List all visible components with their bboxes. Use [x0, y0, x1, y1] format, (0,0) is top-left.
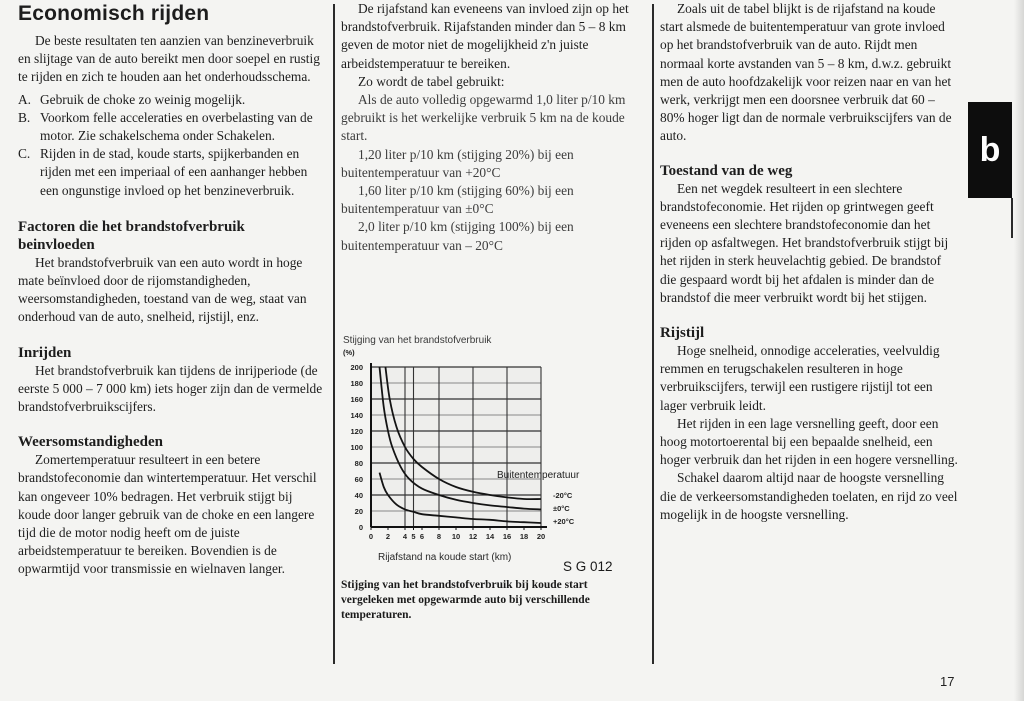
x-tick-label: 16	[502, 532, 512, 541]
list-letter: B.	[18, 109, 31, 125]
legend-label: +20°C	[553, 517, 575, 526]
page-title: Economisch rijden	[18, 2, 210, 25]
section-heading: Inrijden	[18, 344, 72, 361]
section-rijstijl	[660, 324, 960, 524]
list-letter: A.	[18, 91, 32, 107]
section-inrijden	[18, 344, 324, 417]
section-body: Het brandstofverbruik kan tijdens de inrijperiode (de eerste 5 000 – 7 000 km) iets hoger zijn dan de vermelde brandstofverbruikscijfers.	[18, 362, 323, 415]
column-divider-right	[652, 4, 654, 664]
section-weersomstandigheden	[18, 433, 324, 578]
x-tick-label: 10	[451, 532, 461, 541]
legend-label: ±0°C	[553, 504, 570, 513]
legend-label: -20°C	[553, 491, 573, 500]
page-edge-shadow	[1014, 0, 1024, 701]
y-tick-label: 100	[350, 443, 363, 452]
section-body: Zomertemperatuur resulteert in een betere brandstofeconomie dan wintertemperatuur. Het verschil kan ongeveer 10% bedragen. Het verbruik stijgt bij koude door langer gebruik van de choke en een langere tijd die de motor nodig heeft om de juiste arbeidstemperatuur te bereiken. Bovendien is de opwarmtijd voor transmissie en wielnaven langer.	[18, 452, 317, 577]
section-heading: Toestand van de weg	[660, 162, 793, 179]
column-divider-left	[333, 4, 335, 664]
x-tick-label: 18	[519, 532, 529, 541]
x-tick-label: 14	[485, 532, 495, 541]
section-factors	[18, 218, 324, 327]
x-tick-label: 8	[436, 532, 442, 541]
tips-list	[18, 91, 324, 200]
x-axis-label: Rijafstand na koude start (km)	[378, 552, 512, 563]
section-heading: Rijstijl	[660, 325, 705, 342]
tab-edge-rule	[1011, 198, 1013, 238]
x-tick-label: 4	[402, 532, 408, 541]
x-tick-label: 12	[468, 532, 478, 541]
y-tick-labels	[350, 363, 363, 532]
legend-title: Buitentemperatuur	[497, 470, 580, 481]
y-tick-label: 0	[358, 523, 363, 532]
list-text: Gebruik de choke zo weinig mogelijk.	[40, 91, 246, 107]
y-axis-unit: (%)	[343, 348, 355, 357]
y-tick-label: 180	[350, 379, 363, 388]
list-letter: C.	[18, 146, 31, 162]
list-item	[18, 109, 324, 145]
list-text: Voorkom felle acceleraties en overbelasting van de motor. Zie schakelschema onder Schakelen.	[40, 109, 313, 144]
chapter-tab-marker: b	[968, 102, 1012, 198]
section-body: Het rijden in een lage versnelling geeft, door een hoog motortoerental bij een bepaalde snelheid, een hoger verbruik dan het rijden in een hogere versnelling.	[660, 415, 958, 468]
section-toestand-weg	[660, 162, 960, 307]
x-tick-label: 0	[368, 532, 374, 541]
paragraph: De rijafstand kan eveneens van invloed zijn op het brandstofverbruik. Rijafstanden minder dan 5 – 8 km geven de motor niet de mogelijkheid z'n juiste arbeidstemperatuur te bereiken.	[341, 1, 629, 71]
intro-paragraph: De beste resultaten ten aanzien van benzineverbruik en slijtage van de auto bereikt men door soepel en rustig te rijden en zich te houden aan het onderhoudsschema.	[18, 33, 320, 85]
paragraph: 1,60 liter p/10 km (stijging 60%) bij een buitentemperatuur van ±0°C	[341, 183, 574, 217]
section-body: Hoge snelheid, onnodige acceleraties, veelvuldig remmen en terugschakelen resulteren in hoge verbruikscijfers, terwijl een rustigere rijstijl tot een lager verbruik leidt.	[660, 343, 940, 413]
chart-legend	[553, 491, 575, 526]
x-tick-labels	[369, 527, 545, 541]
chart-title: Stijging van het brandstofverbruik	[343, 335, 492, 346]
x-tick-label: 2	[385, 532, 391, 541]
y-tick-label: 140	[350, 411, 363, 420]
right-column	[660, 0, 960, 524]
y-tick-label: 60	[354, 475, 363, 484]
section-body: Het brandstofverbruik van een auto wordt in hoge mate beïnvloed door de rijomstandigheden, weersomstandigheden, toestand van de weg, staat van onderhoud van de auto, snelheid, rijstijl, enz.	[18, 254, 307, 325]
x-tick-label: 5	[411, 532, 416, 541]
figure-caption: Stijging van het brandstofverbruik bij koude start vergeleken met opgewarmde auto bij verschillende temperaturen.	[341, 579, 590, 621]
y-tick-label: 160	[350, 395, 363, 404]
left-column	[18, 0, 324, 579]
section-heading: Factoren die het brandstofverbruik beinvloeden	[18, 218, 245, 253]
middle-column	[341, 0, 646, 255]
y-tick-label: 120	[350, 427, 363, 436]
chart-svg	[341, 330, 631, 580]
x-tick-label: 6	[419, 532, 425, 541]
paragraph: 2,0 liter p/10 km (stijging 100%) bij een buitentemperatuur van – 20°C	[341, 219, 574, 253]
y-tick-label: 80	[354, 459, 363, 468]
fuel-consumption-chart	[341, 330, 631, 580]
page-number: 17	[940, 674, 955, 689]
y-tick-label: 20	[354, 507, 363, 516]
y-tick-label: 200	[350, 363, 363, 372]
chart-grid	[371, 363, 547, 527]
paragraph: Zo wordt de tabel gebruikt:	[358, 73, 505, 89]
paragraph: Als de auto volledig opgewarmd 1,0 liter p/10 km gebruikt is het werkelijke verbruik 5 km na de koude start.	[341, 92, 626, 144]
section-body: Een net wegdek resulteert in een slechtere brandstofeconomie. Het rijden op grintwegen geeft eveneens een slechtere brandstofeconomie dan het rijden op asfaltwegen. Het brandstofverbruik stijgt bij het rijden in sterk heuvelachtig gebied. De brandstof die gespaard wordt bij het afdalen is minder dan de brandstof die meer verbruikt wordt bij het stijgen.	[660, 180, 949, 305]
list-item	[18, 91, 324, 109]
paragraph: Zoals uit de tabel blijkt is de rijafstand na koude start alsmede de buitentemperatuur van grote invloed op het brandstofverbruik van de auto. Rijdt men normaal korte avstanden van 5 – 8 km, d.w.z. gebruikt men de auto hoofdzakelijk voor reizen naar en van het werk, verkrijgt men een doorsnee verbruik dat 60 – 80% hoger ligt dan de normale verbruikscijfers van de auto.	[660, 1, 952, 144]
section-heading: Weersomstandigheden	[18, 434, 164, 451]
y-tick-label: 40	[354, 491, 363, 500]
x-tick-label: 20	[536, 532, 546, 541]
list-text: Rijden in de stad, koude starts, spijkerbanden en rijden met een imperiaal of een aanhanger hebben een ongunstige invloed op het benzineverbruik.	[40, 146, 308, 198]
figure-code: S G 012	[563, 559, 613, 574]
section-body: Schakel daarom altijd naar de hoogste versnelling die de verkeersomstandigheden toelaten, en rijd zo veel mogelijk in de hoogste versnelling.	[660, 470, 958, 522]
list-item	[18, 145, 324, 200]
paragraph: 1,20 liter p/10 km (stijging 20%) bij een buitentemperatuur van +20°C	[341, 146, 574, 180]
